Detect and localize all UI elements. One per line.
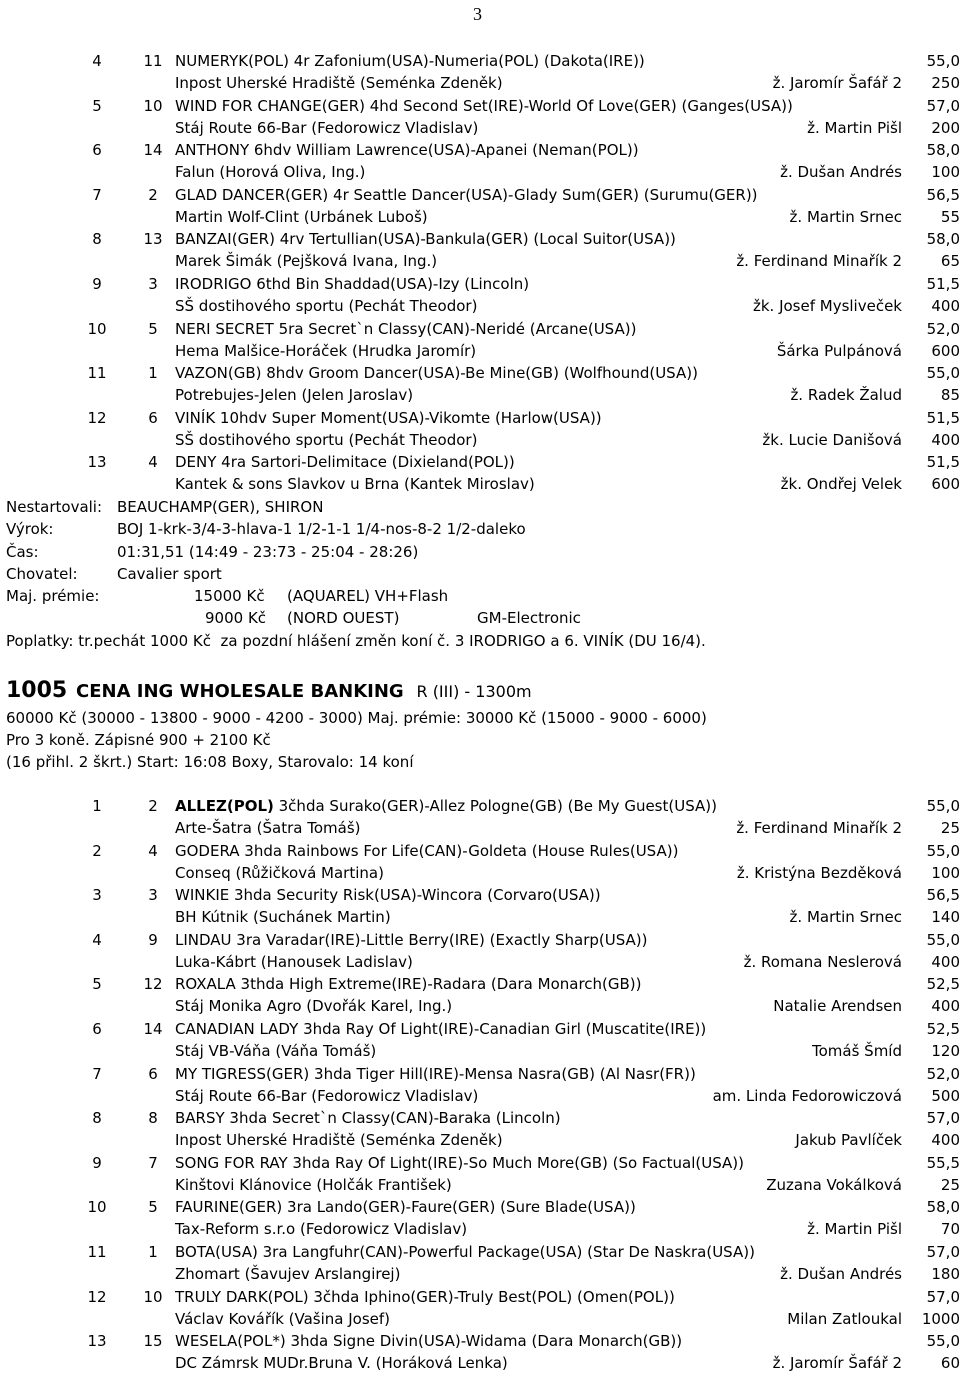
prize-money: 140 — [931, 908, 960, 927]
prize-money: 100 — [931, 163, 960, 182]
owner-trainer: Tax-Reform s.r.o (Fedorowicz Vladislav) — [175, 1220, 468, 1239]
result-row-owner — [0, 72, 960, 94]
nonstarters-value: BEAUCHAMP(GER), SHIRON — [117, 498, 324, 516]
horse-pedigree: 3čhda Surako(GER)-Allez Pologne(GB) (Be My Guest(USA)) — [273, 797, 717, 815]
start-number: 12 — [143, 975, 163, 994]
horse-info: FAURINE(GER) 3ra Lando(GER)-Faure(GER) (Sure Blade(USA)) — [175, 1198, 636, 1217]
finish-position: 12 — [87, 408, 107, 427]
jockey: ž. Dušan Andrés — [780, 163, 902, 182]
result-row — [0, 273, 960, 295]
nonstarters-row — [0, 496, 960, 518]
carried-weight: 52,5 — [926, 1020, 960, 1038]
jockey: ž. Kristýna Bezděková — [736, 863, 902, 882]
finish-position: 6 — [92, 141, 102, 160]
start-number: 3 — [148, 886, 158, 905]
finish-position: 11 — [87, 364, 107, 383]
result-row — [0, 884, 960, 906]
start-number: 15 — [143, 1332, 163, 1351]
start-number: 13 — [143, 230, 163, 249]
result-row-owner — [0, 1085, 960, 1107]
prize-money: 65 — [940, 252, 960, 271]
result-row — [0, 184, 960, 206]
verdict-row — [0, 518, 960, 540]
carried-weight: 55,5 — [926, 1153, 960, 1172]
prize-money: 400 — [931, 952, 960, 971]
start-number: 10 — [143, 96, 163, 115]
start-number: 5 — [148, 1198, 158, 1217]
race-start-info: (16 přihl. 2 škrt.) Start: 16:08 Boxy, Starovalo: 14 koní — [6, 753, 414, 771]
jockey: ž. Radek Žalud — [790, 386, 902, 405]
start-number: 3 — [148, 275, 158, 293]
carried-weight: 55,0 — [926, 364, 960, 383]
horse-info: VINÍK 10hdv Super Moment(USA)-Vikomte (Harlow(USA)) — [175, 408, 602, 427]
finish-position: 4 — [92, 930, 102, 949]
result-row — [0, 407, 960, 429]
owner-trainer: Inpost Uherské Hradiště (Seménka Zdeněk) — [175, 1131, 503, 1150]
owner-trainer: Falun (Horová Oliva, Ing.) — [175, 163, 366, 182]
horse-info: NUMERYK(POL) 4r Zafonium(USA)-Numeria(POL) (Dakota(IRE)) — [175, 52, 645, 70]
finish-position: 9 — [92, 275, 102, 293]
owner-trainer: Marek Šimák (Pejšková Ivana, Ing.) — [175, 252, 438, 271]
jockey: ž. Dušan Andrés — [780, 1265, 902, 1283]
fees-text: Poplatky: tr.pechát 1000 Kč za pozdní hlášení změn koní č. 3 IRODRIGO a 6. VINÍK (DU 16/4). — [6, 632, 706, 650]
start-number: 1 — [148, 1243, 158, 1261]
horse-info: GLAD DANCER(GER) 4r Seattle Dancer(USA)-Glady Sum(GER) (Surumu(GER)) — [175, 185, 758, 204]
horse-info: GODERA 3hda Rainbows For Life(CAN)-Goldeta (House Rules(USA)) — [175, 841, 679, 860]
carried-weight: 56,5 — [926, 886, 960, 905]
nonstarters-label: Nestartovali: — [6, 498, 103, 516]
result-row-owner — [0, 1263, 960, 1285]
start-number: 11 — [143, 52, 163, 70]
horse-info: WESELA(POL*) 3hda Signe Divin(USA)-Widama (Dara Monarch(GB)) — [175, 1332, 683, 1351]
jockey: ž. Martin Pišl — [807, 118, 902, 137]
result-row-owner — [0, 473, 960, 495]
breeder-row — [0, 563, 960, 585]
result-row-owner — [0, 1040, 960, 1062]
owner-trainer: Arte-Šatra (Šatra Tomáš) — [175, 819, 361, 837]
result-row-owner — [0, 206, 960, 228]
carried-weight: 58,0 — [926, 1198, 960, 1217]
carried-weight: 57,0 — [926, 1109, 960, 1128]
result-row — [0, 95, 960, 117]
owner-trainer: Stáj VB-Váňa (Váňa Tomáš) — [175, 1042, 377, 1060]
prize-money: 70 — [940, 1220, 960, 1239]
result-row — [0, 228, 960, 250]
result-row — [0, 1063, 960, 1085]
carried-weight: 55,0 — [926, 797, 960, 815]
finish-position: 13 — [87, 453, 107, 472]
jockey: Natalie Arendsen — [773, 997, 902, 1016]
result-row-owner — [0, 862, 960, 884]
time-label: Čas: — [6, 543, 39, 561]
carried-weight: 55,0 — [926, 930, 960, 949]
finish-position: 11 — [87, 1243, 107, 1261]
horse-info: NERI SECRET 5ra Secret`n Classy(CAN)-Neridé (Arcane(USA)) — [175, 319, 637, 338]
owner-trainer: Martin Wolf-Clint (Urbánek Luboš) — [175, 207, 428, 226]
carried-weight: 58,0 — [926, 230, 960, 249]
result-row — [0, 451, 960, 473]
result-row-owner — [0, 250, 960, 272]
finish-position: 8 — [92, 1109, 102, 1128]
start-number: 14 — [143, 141, 163, 160]
jockey: am. Linda Fedorowiczová — [712, 1086, 902, 1105]
result-row — [0, 1286, 960, 1308]
start-number: 1 — [148, 364, 158, 383]
result-row — [0, 929, 960, 951]
start-number: 8 — [148, 1109, 158, 1128]
owner-trainer: SŠ dostihového sportu (Pechát Theodor) — [175, 430, 478, 449]
horse-info — [175, 795, 717, 817]
prize-money: 25 — [940, 819, 960, 837]
breeder-label: Chovatel: — [6, 565, 78, 583]
finish-position: 10 — [87, 319, 107, 338]
race-name: CENA ING WHOLESALE BANKING — [76, 681, 404, 702]
prize-money: 120 — [931, 1042, 960, 1060]
start-number: 4 — [148, 841, 158, 860]
fees-row — [0, 630, 960, 652]
carried-weight: 52,5 — [926, 975, 960, 994]
owner-bonus-label: Maj. prémie: — [6, 587, 100, 605]
prize-money: 600 — [931, 341, 960, 360]
carried-weight: 57,0 — [926, 96, 960, 115]
result-row-owner — [0, 161, 960, 183]
start-number: 2 — [148, 185, 158, 204]
prize-money: 200 — [931, 118, 960, 137]
start-number: 2 — [148, 797, 158, 815]
finish-position: 1 — [92, 797, 102, 815]
carried-weight: 51,5 — [926, 408, 960, 427]
result-row — [0, 1241, 960, 1263]
owner-trainer: Kinštovi Klánovice (Holčák František) — [175, 1175, 452, 1194]
result-row-owner — [0, 817, 960, 839]
time-row — [0, 541, 960, 563]
owner-trainer: Inpost Uherské Hradiště (Seménka Zdeněk) — [175, 74, 503, 92]
horse-info: LINDAU 3ra Varadar(IRE)-Little Berry(IRE) (Exactly Sharp(USA)) — [175, 930, 648, 949]
start-number: 7 — [148, 1153, 158, 1172]
race-prizes: 60000 Kč (30000 - 13800 - 9000 - 4200 - 3000) Maj. prémie: 30000 Kč (15000 - 9000 - 6000) — [6, 709, 707, 727]
horse-info: WINKIE 3hda Security Risk(USA)-Wincora (Corvaro(USA)) — [175, 886, 601, 905]
start-number: 4 — [148, 453, 158, 472]
carried-weight: 57,0 — [926, 1287, 960, 1306]
verdict-value: BOJ 1-krk-3/4-3-hlava-1 1/2-1-1 1/4-nos-8-2 1/2-daleko — [117, 520, 526, 538]
finish-position: 4 — [92, 52, 102, 70]
owner-trainer: Stáj Monika Agro (Dvořák Karel, Ing.) — [175, 997, 453, 1016]
verdict-label: Výrok: — [6, 520, 54, 538]
bonus-2-extra: GM-Electronic — [477, 609, 581, 627]
prize-money: 1000 — [921, 1309, 960, 1328]
result-row — [0, 1107, 960, 1129]
owner-trainer: Hema Malšice-Horáček (Hrudka Jaromír) — [175, 341, 477, 360]
prize-money: 500 — [931, 1086, 960, 1105]
owner-trainer: Conseq (Růžičková Martina) — [175, 863, 384, 882]
owner-bonus-row-2 — [0, 607, 960, 629]
start-number: 14 — [143, 1020, 163, 1038]
result-row — [0, 1018, 960, 1040]
result-row — [0, 1196, 960, 1218]
prize-money: 250 — [931, 74, 960, 92]
horse-info: BOTA(USA) 3ra Langfuhr(CAN)-Powerful Package(USA) (Star De Naskra(USA)) — [175, 1243, 755, 1261]
jockey: Milan Zatloukal — [787, 1309, 902, 1328]
carried-weight: 57,0 — [926, 1243, 960, 1261]
result-row-owner — [0, 429, 960, 451]
bonus-1-sponsor: (AQUAREL) VH+Flash — [287, 587, 449, 605]
start-number: 10 — [143, 1287, 163, 1306]
prize-money: 400 — [931, 297, 960, 315]
race-class: R (III) - 1300m — [416, 682, 532, 701]
start-number: 9 — [148, 930, 158, 949]
horse-name: ALLEZ(POL) — [175, 797, 274, 815]
result-row-owner — [0, 951, 960, 973]
result-row — [0, 840, 960, 862]
result-row-owner — [0, 1174, 960, 1196]
result-row — [0, 795, 960, 817]
start-number: 6 — [148, 1064, 158, 1083]
owner-trainer: BH Kútnik (Suchánek Martin) — [175, 908, 391, 927]
horse-info: ROXALA 3thda High Extreme(IRE)-Radara (Dara Monarch(GB)) — [175, 975, 642, 994]
jockey: Šárka Pulpánová — [776, 341, 902, 360]
owner-trainer: SŠ dostihového sportu (Pechát Theodor) — [175, 297, 478, 315]
owner-trainer: Potrebujes-Jelen (Jelen Jaroslav) — [175, 386, 414, 405]
prize-money: 25 — [940, 1175, 960, 1194]
finish-position: 5 — [92, 975, 102, 994]
start-number: 5 — [148, 319, 158, 338]
horse-info: TRULY DARK(POL) 3čhda Iphino(GER)-Truly Best(POL) (Omen(POL)) — [175, 1287, 675, 1306]
result-row — [0, 362, 960, 384]
owner-trainer: Luka-Kábrt (Hanousek Ladislav) — [175, 952, 413, 971]
prize-money: 100 — [931, 863, 960, 882]
finish-position: 3 — [92, 886, 102, 905]
owner-trainer: Stáj Route 66-Bar (Fedorowicz Vladislav) — [175, 118, 479, 137]
race-number: 1005 — [6, 678, 68, 703]
jockey: ž. Martin Pišl — [807, 1220, 902, 1239]
result-row-owner — [0, 995, 960, 1017]
prize-money: 400 — [931, 430, 960, 449]
jockey: ž. Romana Neslerová — [743, 952, 902, 971]
prize-money: 180 — [931, 1265, 960, 1283]
finish-position: 5 — [92, 96, 102, 115]
result-row-owner — [0, 906, 960, 928]
horse-info: SONG FOR RAY 3hda Ray Of Light(IRE)-So Much More(GB) (So Factual(USA)) — [175, 1153, 744, 1172]
jockey: žk. Ondřej Velek — [780, 475, 902, 494]
time-value: 01:31,51 (14:49 - 23:73 - 25:04 - 28:26) — [117, 543, 419, 561]
horse-info: MY TIGRESS(GER) 3hda Tiger Hill(IRE)-Mensa Nasra(GB) (Al Nasr(FR)) — [175, 1064, 696, 1083]
owner-trainer: Zhomart (Šavujev Arslangirej) — [175, 1265, 401, 1283]
prize-money: 600 — [931, 475, 960, 494]
carried-weight: 56,5 — [926, 185, 960, 204]
finish-position: 8 — [92, 230, 102, 249]
result-row — [0, 1152, 960, 1174]
jockey: Jakub Pavlíček — [795, 1131, 902, 1150]
result-row — [0, 1330, 960, 1352]
owner-trainer: Václav Kovářík (Vašina Josef) — [175, 1309, 391, 1328]
jockey: žk. Lucie Danišová — [762, 430, 902, 449]
carried-weight: 52,0 — [926, 1064, 960, 1083]
horse-info: VAZON(GB) 8hdv Groom Dancer(USA)-Be Mine(GB) (Wolfhound(USA)) — [175, 364, 698, 383]
jockey: ž. Jaromír Šafář 2 — [772, 74, 902, 92]
jockey: ž. Ferdinand Minařík 2 — [736, 252, 902, 271]
owner-trainer: Stáj Route 66-Bar (Fedorowicz Vladislav) — [175, 1086, 479, 1105]
result-row-owner — [0, 340, 960, 362]
finish-position: 6 — [92, 1020, 102, 1038]
result-row — [0, 973, 960, 995]
race-conditions: Pro 3 koně. Zápisné 900 + 2100 Kč — [6, 731, 271, 749]
carried-weight: 55,0 — [926, 841, 960, 860]
jockey: Tomáš Šmíd — [812, 1042, 902, 1060]
result-row-owner — [0, 295, 960, 317]
horse-info: BARSY 3hda Secret`n Classy(CAN)-Baraka (Lincoln) — [175, 1109, 561, 1128]
owner-trainer: DC Zámrsk MUDr.Bruna V. (Horáková Lenka) — [175, 1354, 508, 1373]
result-row — [0, 139, 960, 161]
result-row — [0, 318, 960, 340]
result-row-owner — [0, 1352, 960, 1374]
breeder-value: Cavalier sport — [117, 565, 222, 583]
prize-money: 55 — [940, 207, 960, 226]
carried-weight: 55,0 — [926, 1332, 960, 1351]
carried-weight: 52,0 — [926, 319, 960, 338]
carried-weight: 58,0 — [926, 141, 960, 160]
finish-position: 13 — [87, 1332, 107, 1351]
owner-trainer: Kantek & sons Slavkov u Brna (Kantek Miroslav) — [175, 475, 535, 494]
finish-position: 10 — [87, 1198, 107, 1217]
carried-weight: 55,0 — [926, 52, 960, 70]
jockey: žk. Josef Mysliveček — [752, 297, 902, 315]
horse-info: CANADIAN LADY 3hda Ray Of Light(IRE)-Canadian Girl (Muscatite(IRE)) — [175, 1020, 707, 1038]
jockey: Zuzana Vokálková — [766, 1175, 902, 1194]
page-number: 3 — [473, 4, 482, 24]
jockey: ž. Jaromír Šafář 2 — [772, 1354, 902, 1373]
owner-bonus-row-1 — [0, 585, 960, 607]
carried-weight: 51,5 — [926, 453, 960, 472]
finish-position: 7 — [92, 1064, 102, 1083]
finish-position: 7 — [92, 185, 102, 204]
result-row — [0, 50, 960, 72]
finish-position: 9 — [92, 1153, 102, 1172]
horse-info: DENY 4ra Sartori-Delimitace (Dixieland(POL)) — [175, 453, 515, 472]
result-row-owner — [0, 1129, 960, 1151]
bonus-1-amount: 15000 Kč — [194, 587, 265, 605]
result-row-owner — [0, 117, 960, 139]
prize-money: 85 — [940, 386, 960, 405]
prize-money: 400 — [931, 1131, 960, 1150]
jockey: ž. Martin Srnec — [789, 908, 902, 927]
bonus-2-sponsor: (NORD OUEST) — [287, 609, 400, 627]
start-number: 6 — [148, 408, 158, 427]
result-row-owner — [0, 1218, 960, 1240]
prize-money: 60 — [940, 1354, 960, 1373]
result-row-owner — [0, 1308, 960, 1330]
horse-info: WIND FOR CHANGE(GER) 4hd Second Set(IRE)-World Of Love(GER) (Ganges(USA)) — [175, 96, 793, 115]
jockey: ž. Ferdinand Minařík 2 — [736, 819, 902, 837]
prize-money: 400 — [931, 997, 960, 1016]
carried-weight: 51,5 — [926, 275, 960, 293]
jockey: ž. Martin Srnec — [789, 207, 902, 226]
horse-info: BANZAI(GER) 4rv Tertullian(USA)-Bankula(GER) (Local Suitor(USA)) — [175, 230, 676, 249]
finish-position: 12 — [87, 1287, 107, 1306]
horse-info: IRODRIGO 6thd Bin Shaddad(USA)-Izy (Lincoln) — [175, 275, 530, 293]
result-row-owner — [0, 384, 960, 406]
finish-position: 2 — [92, 841, 102, 860]
bonus-2-amount: 9000 Kč — [205, 609, 267, 627]
horse-info: ANTHONY 6hdv William Lawrence(USA)-Apanei (Neman(POL)) — [175, 141, 639, 160]
race-title — [6, 676, 532, 706]
